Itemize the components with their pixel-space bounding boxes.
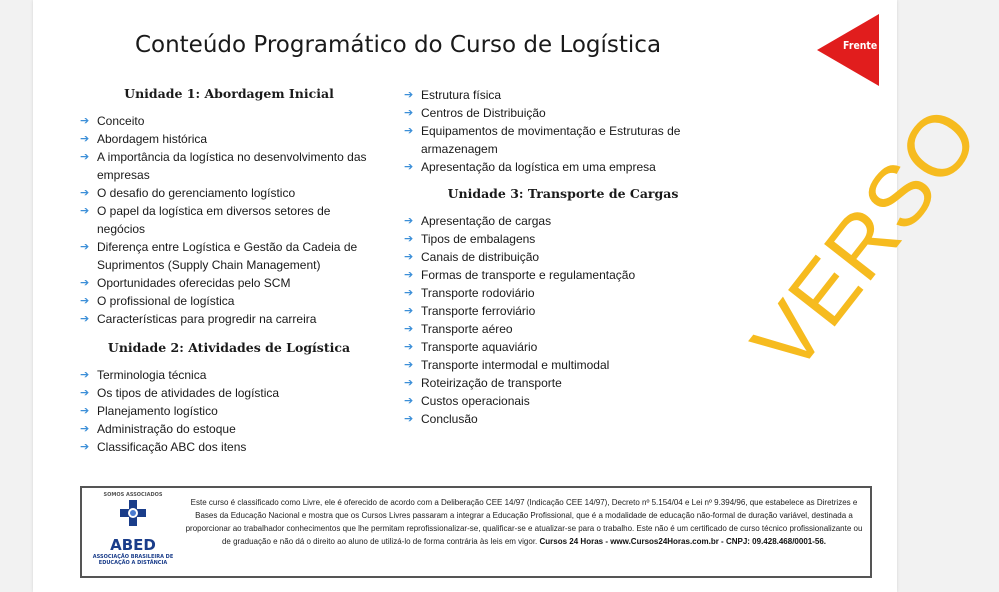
unit2-list bbox=[79, 366, 379, 456]
list-item bbox=[79, 292, 379, 310]
list-item-text: Os tipos de atividades de logística bbox=[97, 386, 280, 400]
arrow-bullet-icon: ➔ bbox=[80, 422, 90, 435]
list-item bbox=[403, 284, 723, 302]
list-item bbox=[79, 238, 379, 274]
list-item-text: Apresentação de cargas bbox=[421, 214, 552, 228]
footer-text-block bbox=[182, 496, 866, 548]
arrow-bullet-icon: ➔ bbox=[80, 132, 90, 145]
arrow-bullet-icon: ➔ bbox=[404, 340, 414, 353]
list-item bbox=[403, 266, 723, 284]
list-item-text: Apresentação da logística em uma empresa bbox=[421, 160, 656, 174]
list-item bbox=[403, 356, 723, 374]
document-page bbox=[33, 0, 998, 592]
page-title: Conteúdo Programático do Curso de Logística bbox=[134, 32, 662, 58]
arrow-bullet-icon: ➔ bbox=[80, 312, 90, 325]
arrow-bullet-icon: ➔ bbox=[404, 106, 414, 119]
arrow-bullet-icon: ➔ bbox=[80, 150, 90, 163]
list-item bbox=[79, 112, 379, 130]
list-item-text: Abordagem histórica bbox=[97, 132, 208, 146]
list-item bbox=[79, 202, 379, 238]
list-item bbox=[79, 274, 379, 292]
arrow-bullet-icon: ➔ bbox=[80, 276, 90, 289]
arrow-bullet-icon: ➔ bbox=[404, 160, 414, 173]
logo-name: ABED bbox=[110, 536, 156, 554]
arrow-bullet-icon: ➔ bbox=[80, 204, 90, 217]
arrow-bullet-icon: ➔ bbox=[404, 286, 414, 299]
list-item bbox=[79, 438, 379, 456]
list-item-text: Equipamentos de movimentação e Estruturas de armazenagem bbox=[421, 124, 681, 156]
list-item bbox=[403, 374, 723, 392]
arrow-bullet-icon: ➔ bbox=[80, 240, 90, 253]
list-item-text: Roteirização de transporte bbox=[421, 376, 562, 390]
arrow-bullet-icon: ➔ bbox=[80, 294, 90, 307]
list-item-text: Custos operacionais bbox=[421, 394, 530, 408]
arrow-bullet-icon: ➔ bbox=[404, 232, 414, 245]
list-item bbox=[403, 248, 723, 266]
list-item-text: Oportunidades oferecidas pelo SCM bbox=[97, 276, 291, 290]
arrow-bullet-icon: ➔ bbox=[404, 250, 414, 263]
list-item bbox=[403, 410, 723, 428]
list-item-text: O desafio do gerenciamento logístico bbox=[97, 186, 296, 200]
list-item-text: O profissional de logística bbox=[97, 294, 235, 308]
list-item-text: Canais de distribuição bbox=[421, 250, 540, 264]
list-item bbox=[403, 212, 723, 230]
arrow-bullet-icon: ➔ bbox=[80, 114, 90, 127]
list-item bbox=[79, 310, 379, 328]
list-item-text: Estrutura física bbox=[421, 88, 502, 102]
list-item bbox=[79, 148, 379, 184]
arrow-bullet-icon: ➔ bbox=[80, 404, 90, 417]
list-item bbox=[79, 402, 379, 420]
list-item bbox=[79, 366, 379, 384]
list-item-text: Transporte aéreo bbox=[421, 322, 513, 336]
column-right bbox=[403, 86, 723, 428]
list-item bbox=[79, 184, 379, 202]
arrow-bullet-icon: ➔ bbox=[404, 268, 414, 281]
unit2-continued-list bbox=[403, 86, 723, 176]
list-item-text: Transporte ferroviário bbox=[421, 304, 536, 318]
unit1-heading: Unidade 1: Abordagem Inicial bbox=[124, 86, 334, 101]
arrow-bullet-icon: ➔ bbox=[404, 412, 414, 425]
list-item bbox=[403, 320, 723, 338]
list-item bbox=[403, 158, 723, 176]
footer-text: Este curso é classificado como Livre, ele é oferecido de acordo com a Deliberação CEE 14/97 (Indicação CEE 14/97), Decreto nº 5.154/04 e Lei nº 9.394/96, que estabelece as Diretrizes e Bases da Educação Nacional e mostra que os Cursos Livres passaram a integrar a Educação Profissional, que é a modalidade de educação não-formal de duração variável, destinada a proporcionar ao trabalhador conhecimentos que lhe permitam reprofissionalizar-se, qualificar-se e atualizar-se para o trabalho. Este não é um certificado de curso técnico profissionalizante ou de graduação e não dá o direito ao aluno de utilizá-lo de forma contrária às leis em vigor. bbox=[185, 498, 863, 546]
arrow-bullet-icon: ➔ bbox=[80, 386, 90, 399]
list-item-text: Conceito bbox=[97, 114, 145, 128]
arrow-bullet-icon: ➔ bbox=[404, 88, 414, 101]
list-item-text: Transporte rodoviário bbox=[421, 286, 535, 300]
logo-subtitle: ASSOCIAÇÃO BRASILEIRA DE EDUCAÇÃO A DISTÂNCIA bbox=[92, 554, 174, 566]
abed-logo bbox=[88, 492, 178, 574]
list-item-text: Tipos de embalagens bbox=[421, 232, 536, 246]
arrow-bullet-icon: ➔ bbox=[404, 394, 414, 407]
list-item bbox=[403, 104, 723, 122]
list-item-text: Características para progredir na carreira bbox=[97, 312, 317, 326]
list-item bbox=[79, 130, 379, 148]
list-item-text: Classificação ABC dos itens bbox=[97, 440, 247, 454]
list-item bbox=[79, 384, 379, 402]
arrow-bullet-icon: ➔ bbox=[404, 214, 414, 227]
verso-watermark: VERSO bbox=[733, 89, 998, 390]
frente-label: Frente bbox=[842, 39, 877, 52]
arrow-bullet-icon: ➔ bbox=[404, 376, 414, 389]
list-item bbox=[403, 230, 723, 248]
list-item-text: Planejamento logístico bbox=[97, 404, 218, 418]
column-left bbox=[79, 82, 379, 456]
unit1-list bbox=[79, 112, 379, 328]
list-item-text: Administração do estoque bbox=[97, 422, 236, 436]
list-item-text: Transporte intermodal e multimodal bbox=[421, 358, 610, 372]
unit3-list bbox=[403, 212, 723, 428]
list-item-text: Diferença entre Logística e Gestão da Cadeia de Suprimentos (Supply Chain Management) bbox=[97, 240, 358, 272]
arrow-bullet-icon: ➔ bbox=[404, 322, 414, 335]
list-item-text: Formas de transporte e regulamentação bbox=[421, 268, 636, 282]
list-item-text: Terminologia técnica bbox=[97, 368, 207, 382]
arrow-bullet-icon: ➔ bbox=[80, 186, 90, 199]
abed-emblem-icon bbox=[116, 498, 150, 528]
list-item-text: Transporte aquaviário bbox=[421, 340, 538, 354]
list-item-text: Conclusão bbox=[421, 412, 478, 426]
arrow-bullet-icon: ➔ bbox=[80, 440, 90, 453]
unit3-heading: Unidade 3: Transporte de Cargas bbox=[447, 186, 679, 201]
unit2-heading: Unidade 2: Atividades de Logística bbox=[107, 340, 351, 355]
list-item-text: A importância da logística no desenvolvimento das empresas bbox=[97, 150, 367, 182]
arrow-bullet-icon: ➔ bbox=[404, 358, 414, 371]
logo-top-text: SOMOS ASSOCIADOS bbox=[103, 492, 163, 498]
arrow-bullet-icon: ➔ bbox=[404, 304, 414, 317]
list-item bbox=[79, 420, 379, 438]
footer-text-bold: Cursos 24 Horas - www.Cursos24Horas.com.br - CNPJ: 09.428.468/0001-56. bbox=[539, 537, 827, 546]
list-item-text: O papel da logística em diversos setores de negócios bbox=[97, 204, 331, 236]
list-item bbox=[403, 338, 723, 356]
list-item-text: Centros de Distribuição bbox=[421, 106, 546, 120]
arrow-bullet-icon: ➔ bbox=[80, 368, 90, 381]
list-item bbox=[403, 86, 723, 104]
list-item bbox=[403, 392, 723, 410]
arrow-bullet-icon: ➔ bbox=[404, 124, 414, 137]
list-item bbox=[403, 302, 723, 320]
list-item bbox=[403, 122, 723, 158]
legal-footer bbox=[80, 486, 872, 578]
